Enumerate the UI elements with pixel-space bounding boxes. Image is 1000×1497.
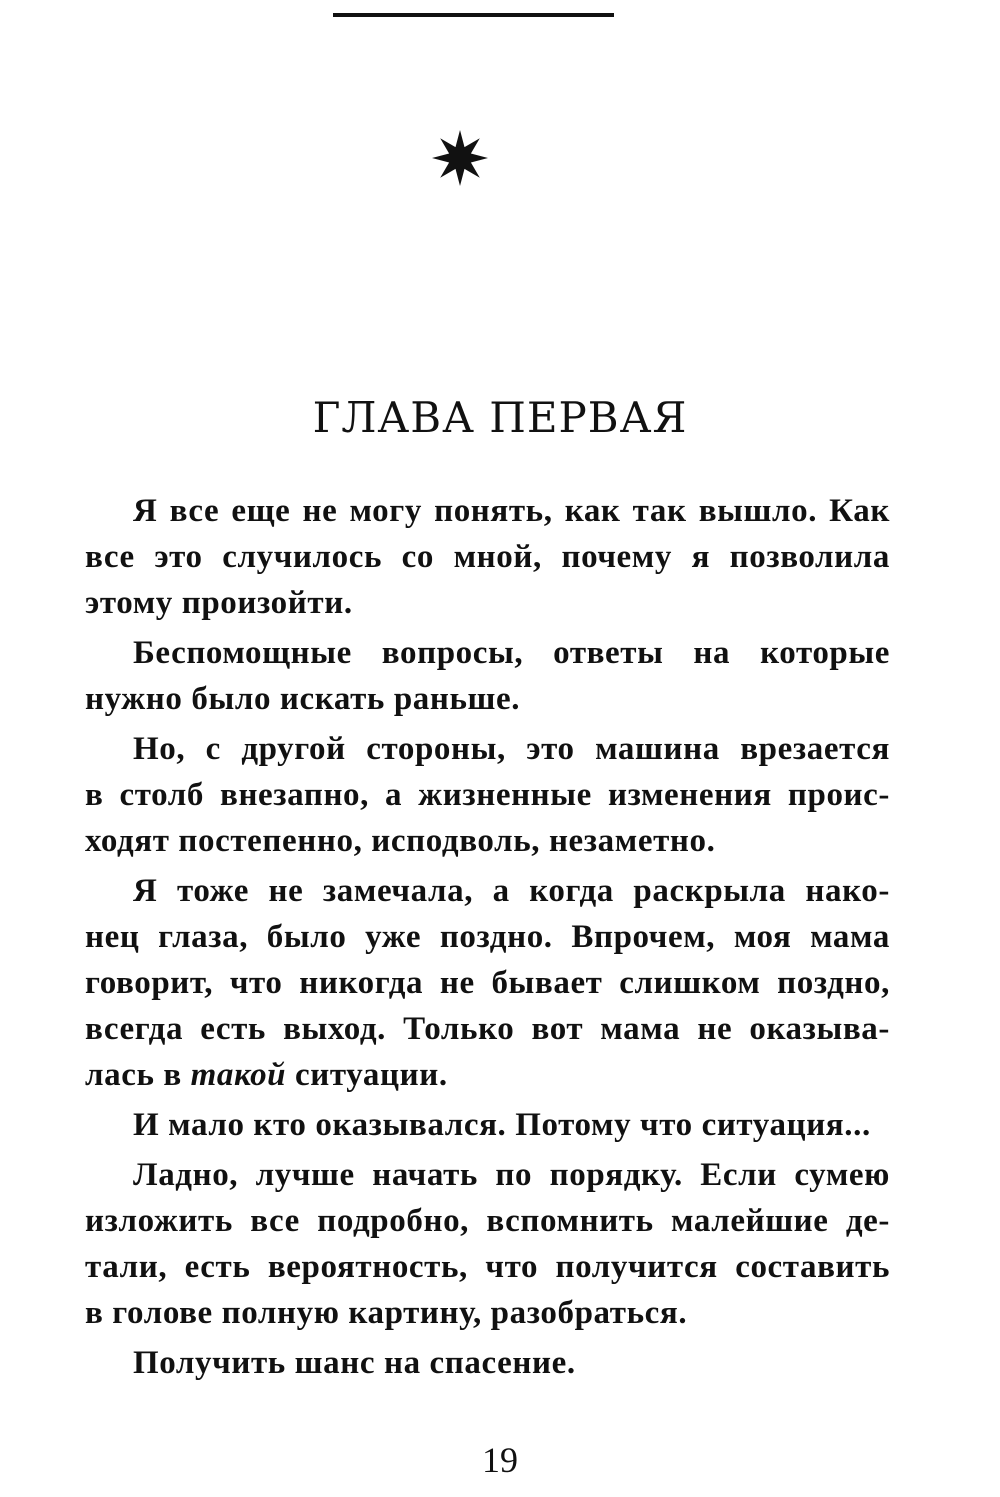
text-line: все это случилось со мной, почему я позволила (85, 539, 890, 575)
paragraph (85, 1152, 890, 1336)
top-rule (333, 13, 614, 17)
paragraph (85, 1340, 890, 1386)
text-line: в голове полную картину, разобраться. (85, 1295, 688, 1331)
text-line: тали, есть вероятность, что получится составить (85, 1249, 890, 1285)
paragraph (85, 868, 890, 1098)
paragraph (85, 488, 890, 626)
text-line: нужно было искать раньше. (85, 681, 521, 717)
emphasized-word: такой (190, 1057, 287, 1093)
text-body (85, 488, 890, 1386)
text-line (85, 1052, 890, 1098)
text-line: этому произойти. (85, 585, 353, 621)
text-fragment: ситуации. (286, 1057, 448, 1093)
text-line: Но, с другой стороны, это машина врезается (133, 731, 890, 767)
text-line: Я тоже не замечала, а когда раскрыла нако- (133, 873, 890, 909)
text-line: ходят постепенно, исподволь, незаметно. (85, 823, 716, 859)
text-line: нец глаза, было уже поздно. Впрочем, моя мама (85, 919, 890, 955)
paragraph (85, 1102, 890, 1148)
paragraph (85, 630, 890, 722)
text-line: Я все еще не могу понять, как так вышло. Как (133, 493, 890, 529)
text-line: Беспомощные вопросы, ответы на которые (133, 635, 890, 671)
chapter-title: ГЛАВА ПЕРВАЯ (312, 393, 688, 442)
star-ornament-icon (430, 128, 490, 188)
paragraph (85, 726, 890, 864)
text-line: всегда есть выход. Только вот мама не оказыва- (85, 1011, 890, 1047)
text-line: изложить все подробно, вспомнить малейшие де- (85, 1203, 890, 1239)
text-fragment: лась в (85, 1057, 191, 1093)
text-line: в столб внезапно, а жизненные изменения проис- (85, 777, 890, 813)
text-line: говорит, что никогда не бывает слишком поздно, (85, 965, 890, 1001)
text-line: И мало кто оказывался. Потому что ситуация... (133, 1107, 871, 1143)
page-number: 19 (482, 1440, 518, 1480)
text-line: Получить шанс на спасение. (133, 1345, 576, 1381)
text-line: Ладно, лучше начать по порядку. Если сумею (133, 1157, 890, 1193)
